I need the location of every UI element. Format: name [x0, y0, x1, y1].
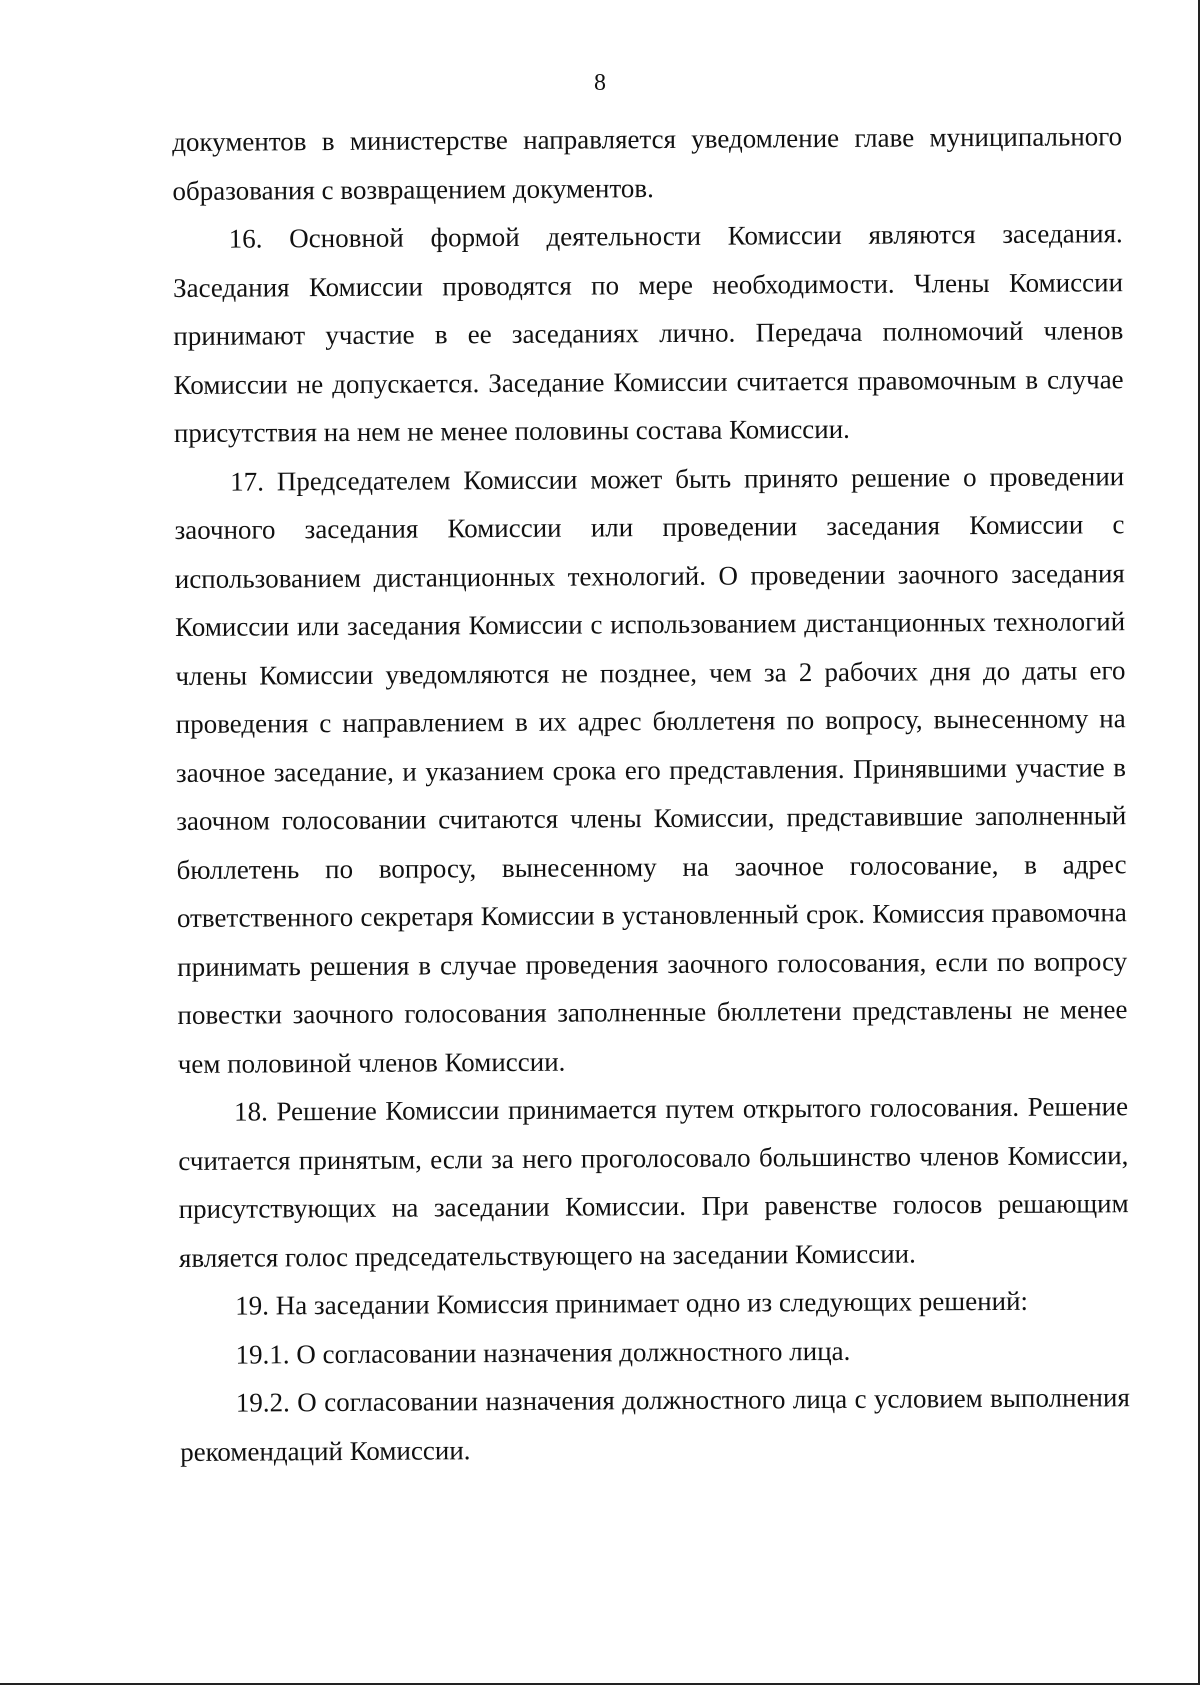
paragraph-19-2: 19.2. О согласовании назначения должностного лица с условием выполнения рекомендаций Комиссии.	[180, 1382, 1130, 1467]
paragraph-16: 16. Основной формой деятельности Комиссии являются заседания. Заседания Комиссии проводятся по мере необходимости. Члены Комиссии принимают участие в ее заседаниях лично. Передача полномочий членов Комиссии не допускается. Заседание Комиссии считается правомочным в случае присутствия на нем не менее половины состава Комиссии.	[172, 218, 1124, 448]
page-number: 8	[594, 70, 606, 96]
document-body	[172, 112, 1130, 1476]
paragraph-18: 18. Решение Комиссии принимается путем открытого голосования. Решение считается принятым, если за него проголосовало большинство членов Комиссии, присутствующих на заседании Комиссии. При равенстве голосов решающим является голос председательствующего на заседании Комиссии.	[178, 1091, 1129, 1273]
paragraph-continuation: документов в министерстве направляется уведомление главе муниципального образования с возвращением документов.	[172, 121, 1123, 206]
paragraph-17: 17. Председателем Комиссии может быть принято решение о проведении заочного заседания Комиссии или проведении заседания Комиссии с использованием дистанционных технологий. О проведении заочного заседания Комиссии или заседания Комиссии с использованием дистанционных технологий члены Комиссии уведомляются не позднее, чем за 2 рабочих дня до даты его проведения с направлением в их адрес бюллетеня по вопросу, вынесенному на заочное заседание, и указанием срока его представления. Принявшими участие в заочном голосовании считаются члены Комиссии, представившие заполненный бюллетень по вопросу, вынесенному на заочное голосование, в адрес ответственного секретаря Комиссии в установленный срок. Комиссия правомочна принимать решения в случае проведения заочного голосования, если по вопросу повестки заочного голосования заполненные бюллетени представлены не менее чем половиной членов Комиссии.	[174, 460, 1128, 1079]
paragraph-19: 19. На заседании Комиссия принимает одно из следующих решений:	[235, 1285, 1029, 1321]
paragraph-19-1: 19.1. О согласовании назначения должностного лица.	[235, 1335, 851, 1370]
